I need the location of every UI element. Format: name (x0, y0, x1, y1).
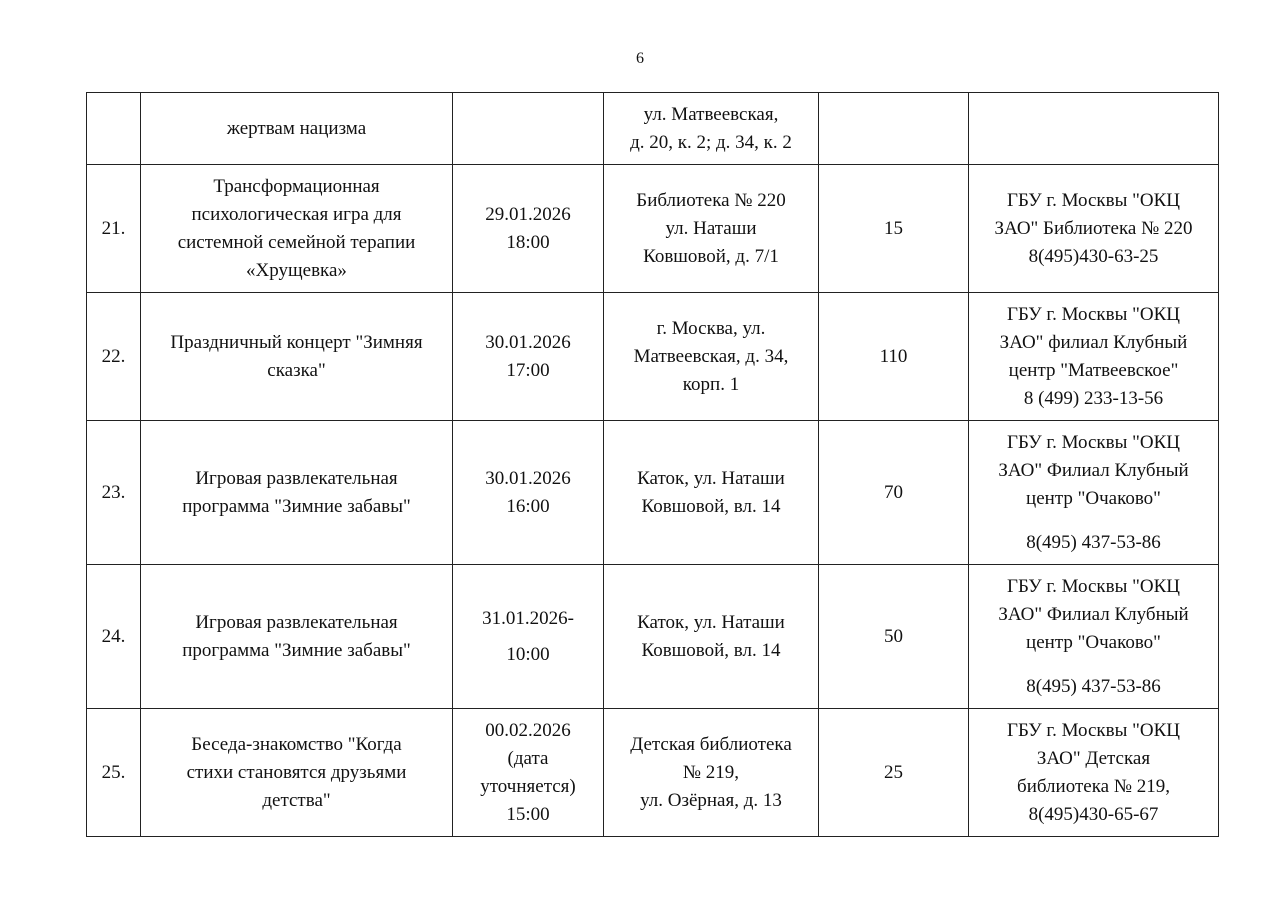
table-row (87, 165, 1219, 293)
event-place-line: корп. 1 (682, 373, 740, 395)
event-date: 30.01.2026 (485, 331, 571, 353)
event-name (141, 293, 453, 421)
event-date-note: уточняется) (480, 775, 576, 797)
organizer-line: центр "Матвеевское" (1008, 359, 1179, 381)
table-row (87, 93, 1219, 165)
event-place-line: Каток, ул. Наташи (637, 611, 785, 633)
organizer (969, 93, 1219, 165)
participant-count: 25 (819, 709, 969, 837)
event-date-note: (дата (507, 747, 549, 769)
organizer-line: ЗАО" Библиотека № 220 (994, 217, 1193, 239)
event-name (141, 565, 453, 709)
event-place-line: Детская библиотека (630, 733, 792, 755)
row-number: 23. (87, 421, 141, 565)
organizer-line: ГБУ г. Москвы "ОКЦ (1007, 189, 1180, 211)
organizer-line: ЗАО" Филиал Клубный (998, 459, 1189, 481)
organizer-line: ГБУ г. Москвы "ОКЦ (1007, 575, 1180, 597)
event-time: 16:00 (506, 495, 550, 517)
event-date: 00.02.2026 (485, 719, 571, 741)
row-number: 21. (87, 165, 141, 293)
event-place (604, 165, 819, 293)
event-time: 18:00 (506, 231, 550, 253)
event-name (141, 165, 453, 293)
event-name-line: стихи становятся друзьями (186, 761, 407, 783)
organizer (969, 165, 1219, 293)
event-datetime (453, 709, 604, 837)
event-place-line: ул. Озёрная, д. 13 (640, 789, 782, 811)
organizer-phone: 8(495) 437-53-86 (1026, 531, 1161, 553)
event-place (604, 293, 819, 421)
event-time: 10:00 (506, 643, 550, 665)
event-name-line: Игровая развлекательная (195, 467, 398, 489)
participant-count: 110 (819, 293, 969, 421)
event-name-line: программа "Зимние забавы" (182, 639, 411, 661)
event-name-line: сказка" (267, 359, 326, 381)
event-time: 15:00 (506, 803, 550, 825)
table-row (87, 421, 1219, 565)
event-place (604, 565, 819, 709)
event-place (604, 93, 819, 165)
participant-count (819, 93, 969, 165)
organizer (969, 293, 1219, 421)
organizer-line: ГБУ г. Москвы "ОКЦ (1007, 719, 1180, 741)
event-place-line: Ковшовой, д. 7/1 (643, 245, 779, 267)
event-place-line: Библиотека № 220 (636, 189, 786, 211)
organizer-line: центр "Очаково" (1026, 487, 1161, 509)
event-place (604, 421, 819, 565)
event-name-line: Праздничный концерт "Зимняя (170, 331, 423, 353)
organizer-line: ЗАО" филиал Клубный (999, 331, 1188, 353)
organizer-line: библиотека № 219, (1017, 775, 1170, 797)
row-number: 25. (87, 709, 141, 837)
event-name-line: жертвам нацизма (226, 117, 367, 139)
row-number (87, 93, 141, 165)
participant-count: 50 (819, 565, 969, 709)
event-place (604, 709, 819, 837)
event-name (141, 421, 453, 565)
organizer-phone: 8(495)430-65-67 (1028, 803, 1159, 825)
organizer-phone: 8 (499) 233-13-56 (1023, 387, 1164, 409)
event-name-line: Трансформационная (213, 175, 380, 197)
organizer-line: центр "Очаково" (1026, 631, 1161, 653)
event-name (141, 709, 453, 837)
event-place-line: Ковшовой, вл. 14 (641, 495, 781, 517)
event-datetime (453, 293, 604, 421)
event-place-line: Ковшовой, вл. 14 (641, 639, 781, 661)
event-name-line: психологическая игра для (191, 203, 402, 225)
event-place-line: г. Москва, ул. (656, 317, 766, 339)
row-number: 24. (87, 565, 141, 709)
event-name-line: программа "Зимние забавы" (182, 495, 411, 517)
event-date: 30.01.2026 (485, 467, 571, 489)
events-table (86, 92, 1219, 837)
organizer-line: ЗАО" Детская (1036, 747, 1151, 769)
event-place-line: ул. Наташи (665, 217, 757, 239)
organizer (969, 565, 1219, 709)
event-place-line: Матвеевская, д. 34, (633, 345, 789, 367)
row-number: 22. (87, 293, 141, 421)
table-row (87, 709, 1219, 837)
participant-count: 70 (819, 421, 969, 565)
organizer-line: ГБУ г. Москвы "ОКЦ (1007, 303, 1180, 325)
organizer-line: ГБУ г. Москвы "ОКЦ (1007, 431, 1180, 453)
organizer-phone: 8(495) 437-53-86 (1026, 675, 1161, 697)
event-date: 29.01.2026 (485, 203, 571, 225)
event-name-line: Игровая развлекательная (195, 611, 398, 633)
event-name-line: детства" (262, 789, 331, 811)
event-place-line: д. 20, к. 2; д. 34, к. 2 (630, 131, 792, 153)
event-place-line: ул. Матвеевская, (643, 103, 779, 125)
event-name-line: Беседа-знакомство "Когда (191, 733, 402, 755)
event-datetime (453, 165, 604, 293)
organizer (969, 709, 1219, 837)
event-datetime (453, 421, 604, 565)
event-time: 17:00 (506, 359, 550, 381)
organizer (969, 421, 1219, 565)
event-name-line: системной семейной терапии (177, 231, 416, 253)
event-place-line: Каток, ул. Наташи (637, 467, 785, 489)
event-place-line: № 219, (682, 761, 740, 783)
organizer-phone: 8(495)430-63-25 (1028, 245, 1159, 267)
table-row (87, 293, 1219, 421)
organizer-line: ЗАО" Филиал Клубный (998, 603, 1189, 625)
event-name (141, 93, 453, 165)
participant-count: 15 (819, 165, 969, 293)
event-name-line: «Хрущевка» (246, 259, 347, 281)
page-number: 6 (636, 50, 644, 67)
event-datetime (453, 565, 604, 709)
event-date: 31.01.2026- (482, 607, 574, 629)
table-row (87, 565, 1219, 709)
event-datetime (453, 93, 604, 165)
